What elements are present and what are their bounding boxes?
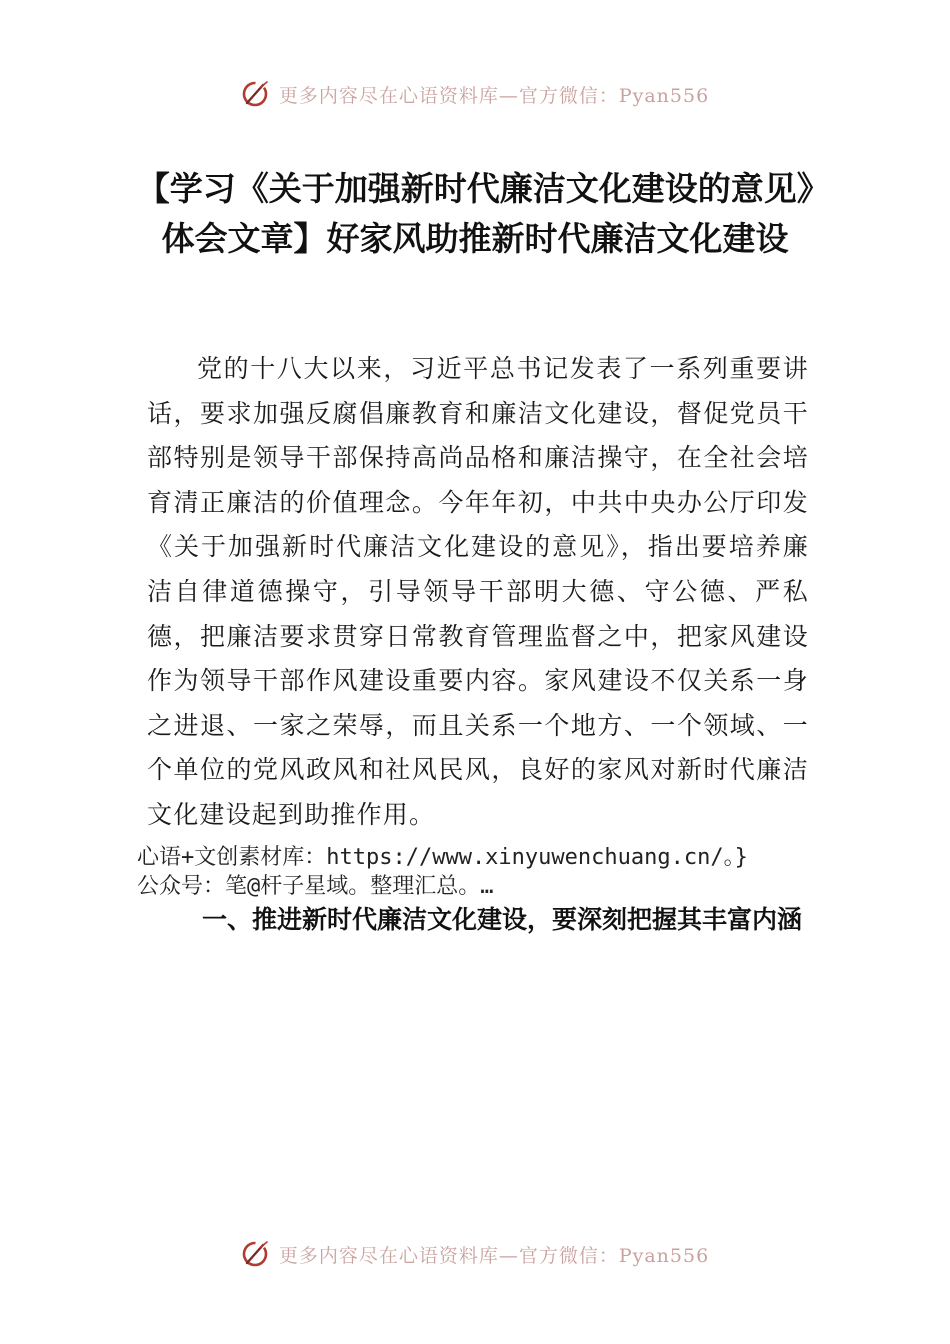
document-title: 【学习《关于加强新时代廉洁文化建设的意见》体会文章】好家风助推新时代廉洁文化建设 [136,169,814,258]
section-heading: 一、推进新时代廉洁文化建设，要深刻把握其丰富内涵 [202,905,803,934]
watermark-text: 更多内容尽在心语资料库—官方微信：Pyan556 [278,84,710,107]
body-paragraph: 党的十八大以来，习近平总书记发表了一系列重要讲话，要求加强反腐倡廉教育和廉洁文化建设，督促党员干部特别是领导干部保持高尚品格和廉洁操守，在全社会培育清正廉洁的价值理念。今年年初，中共中央办公厅印发《关于加强新时代廉洁文化建设的意见》，指出要培养廉洁自律道德操守，引导领导干部明大德、守公德、严私德，把廉洁要求贯穿日常教育管理监督之中，把家风建设作为领导干部作风建设重要内容。家风建设不仅关系一身之进退、一家之荣辱，而且关系一个地方、一个领域、一个单位的党风政风和社风民风，良好的家风对新时代廉洁文化建设起到助推作用。 [147,354,809,829]
source-line-website: 心语+文创素材库：https://www.xinyuwenchuang.cn/。} [137,845,748,870]
brush-circle-logo-icon [241,79,271,109]
watermark-text: 更多内容尽在心语资料库—官方微信：Pyan556 [278,1244,710,1267]
header-watermark [0,74,950,114]
source-line-account: 公众号：笔@杆子星域。整理汇总。… [137,874,494,899]
brush-circle-logo-icon [241,1239,271,1269]
footer-watermark [0,1234,950,1274]
